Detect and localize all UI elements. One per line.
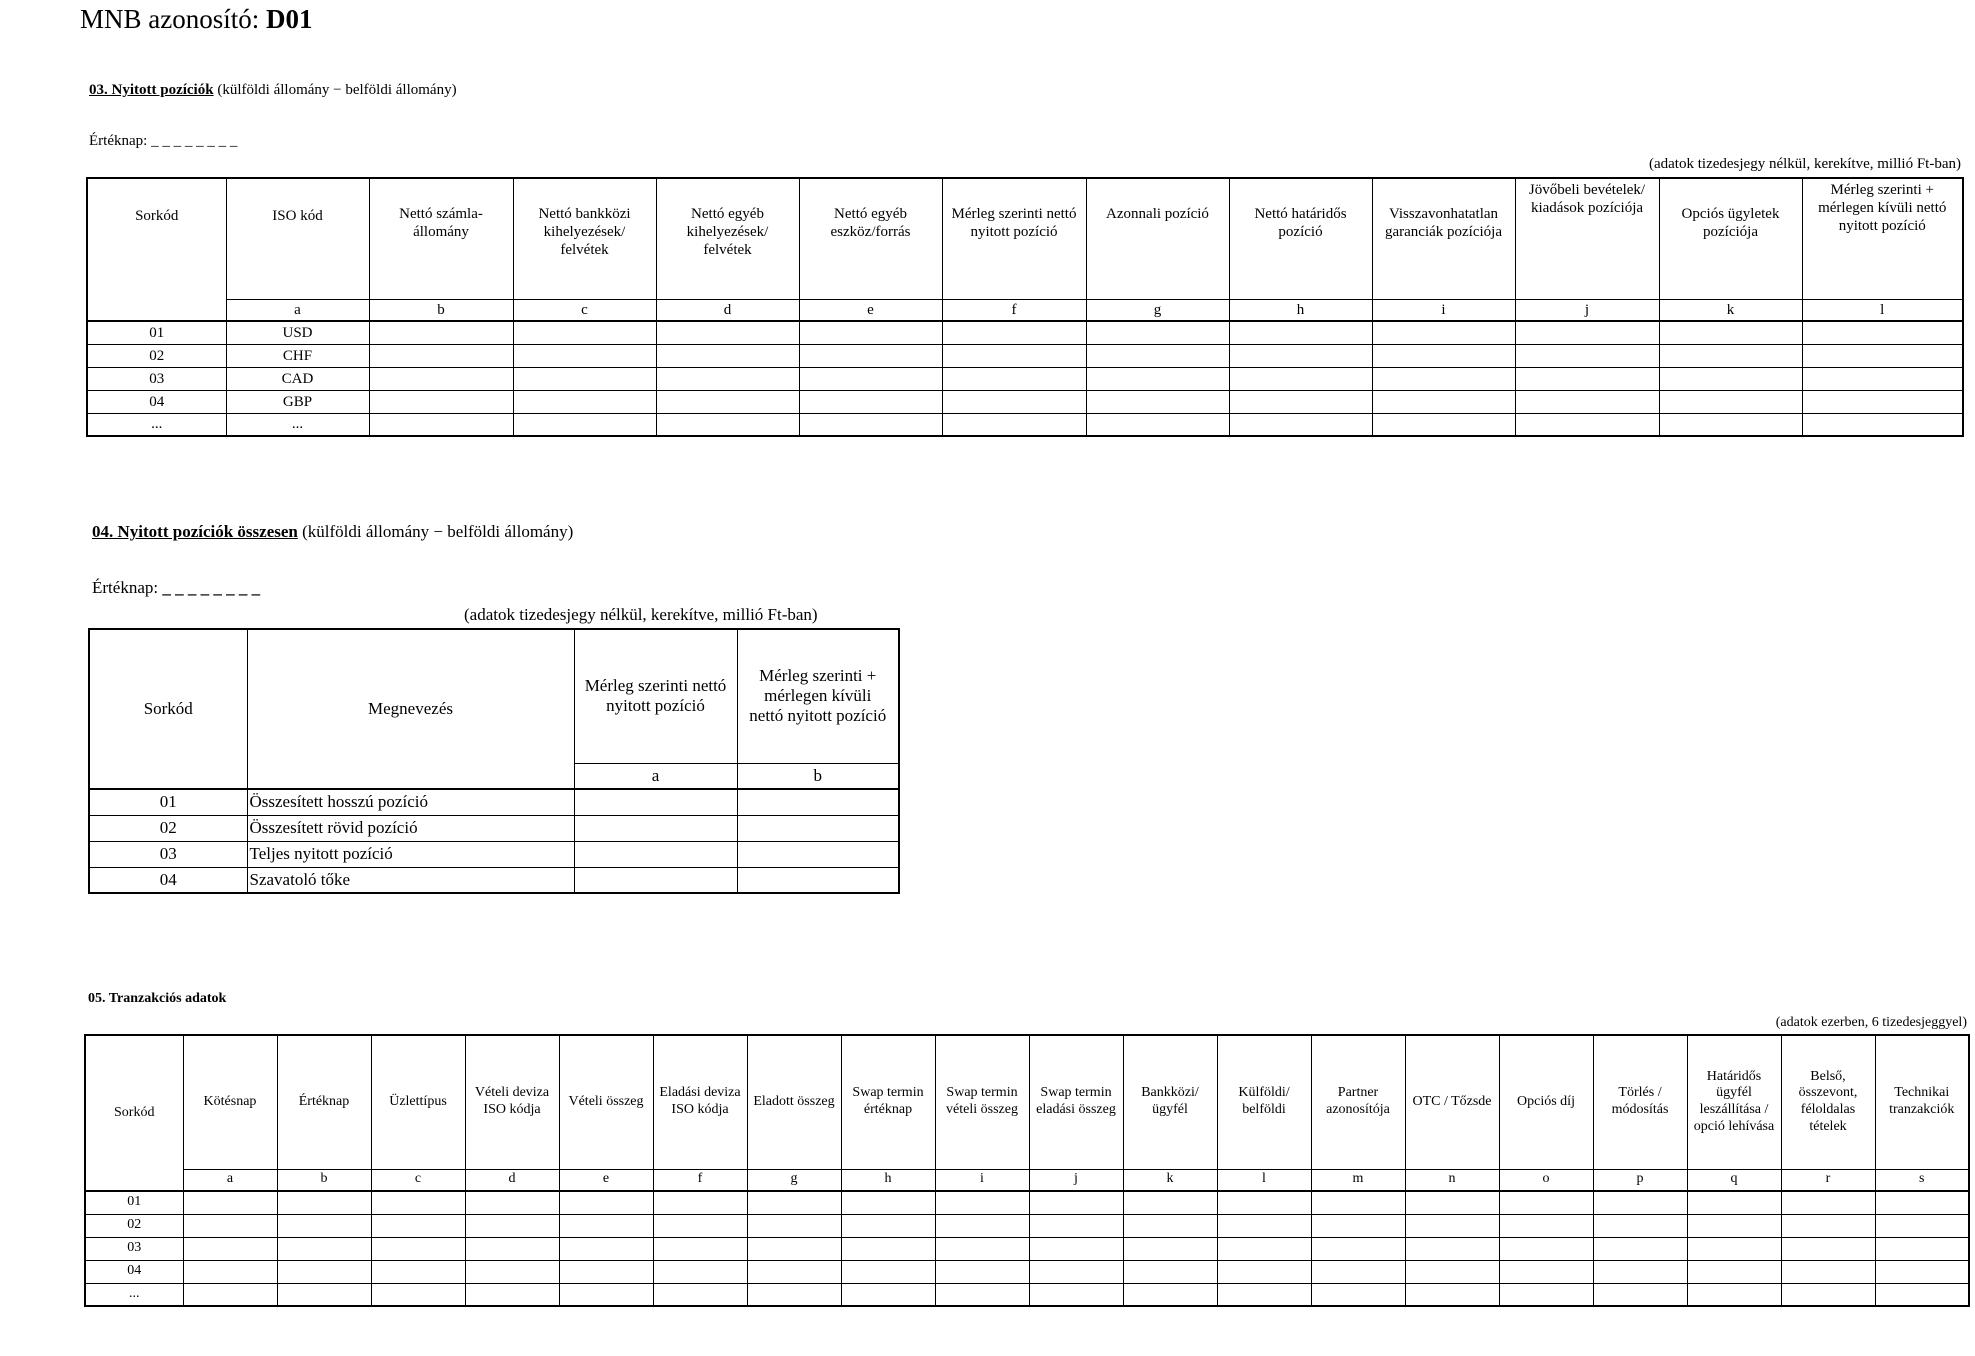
header-iso: ISO kód — [226, 178, 369, 299]
column-letter: d — [465, 1169, 559, 1191]
row-iso: ... — [226, 413, 369, 436]
data-cell — [369, 344, 513, 367]
header-col: Swap termin értéknap — [841, 1035, 935, 1169]
header-col: Eladott összeg — [747, 1035, 841, 1169]
header-col: Opciós ügyletek pozíciója — [1659, 178, 1802, 299]
value-date-label: Értéknap: — [92, 578, 159, 597]
data-cell — [1217, 1237, 1311, 1260]
data-cell — [465, 1283, 559, 1306]
header-col: Vételi összeg — [559, 1035, 653, 1169]
column-letter: b — [277, 1169, 371, 1191]
data-cell — [747, 1237, 841, 1260]
data-cell — [747, 1283, 841, 1306]
section-03-number: 03. Nyitott pozíciók — [89, 82, 214, 98]
table-row — [85, 1283, 1969, 1306]
data-cell — [1687, 1191, 1781, 1214]
table-row — [85, 1214, 1969, 1237]
row-code: 04 — [89, 867, 247, 893]
data-cell — [465, 1260, 559, 1283]
header-col: Mérleg szerinti nettó nyitott pozíció — [574, 629, 737, 763]
column-letter: k — [1123, 1169, 1217, 1191]
data-cell — [513, 367, 656, 390]
header-megnevezes: Megnevezés — [247, 629, 574, 789]
column-letter: i — [1372, 299, 1515, 321]
data-cell — [1086, 344, 1229, 367]
data-cell — [1311, 1191, 1405, 1214]
data-cell — [799, 367, 942, 390]
column-letter: h — [1229, 299, 1372, 321]
row-code: 04 — [85, 1260, 183, 1283]
data-cell — [653, 1237, 747, 1260]
row-iso: CHF — [226, 344, 369, 367]
data-cell — [1405, 1283, 1499, 1306]
column-letter: j — [1029, 1169, 1123, 1191]
section-04-subtitle: (külföldi állomány − belföldi állomány) — [297, 522, 574, 541]
column-letter: h — [841, 1169, 935, 1191]
column-letter: i — [935, 1169, 1029, 1191]
data-cell — [1875, 1237, 1969, 1260]
data-cell — [1123, 1214, 1217, 1237]
table-row — [89, 789, 899, 815]
column-letter: a — [183, 1169, 277, 1191]
data-cell — [1086, 390, 1229, 413]
section-03-unit-note: (adatok tizedesjegy nélkül, kerekítve, millió Ft-ban) — [1649, 156, 1961, 172]
data-cell — [513, 390, 656, 413]
data-cell — [513, 344, 656, 367]
data-cell — [737, 815, 899, 841]
data-cell — [1229, 321, 1372, 344]
open-positions-table — [86, 177, 1964, 437]
table-row — [87, 344, 1963, 367]
column-letter: e — [799, 299, 942, 321]
row-code: 01 — [89, 789, 247, 815]
data-cell — [559, 1237, 653, 1260]
data-cell — [1593, 1191, 1687, 1214]
data-cell — [1405, 1191, 1499, 1214]
data-cell — [1311, 1214, 1405, 1237]
column-letter: k — [1659, 299, 1802, 321]
transactions-table — [84, 1034, 1970, 1307]
data-cell — [1123, 1191, 1217, 1214]
form-id-value: D01 — [266, 4, 313, 34]
data-cell — [559, 1214, 653, 1237]
column-letter: g — [1086, 299, 1229, 321]
data-cell — [369, 367, 513, 390]
column-letter: q — [1687, 1169, 1781, 1191]
data-cell — [1086, 413, 1229, 436]
data-cell — [1875, 1191, 1969, 1214]
table-row — [85, 1260, 1969, 1283]
header-col: Értéknap — [277, 1035, 371, 1169]
column-letter: s — [1875, 1169, 1969, 1191]
data-cell — [1229, 390, 1372, 413]
data-cell — [1499, 1237, 1593, 1260]
data-cell — [841, 1191, 935, 1214]
column-letter: e — [559, 1169, 653, 1191]
data-cell — [183, 1237, 277, 1260]
data-cell — [747, 1191, 841, 1214]
column-letter: b — [369, 299, 513, 321]
data-cell — [369, 413, 513, 436]
section-05-unit-note: (adatok ezerben, 6 tizedesjeggyel) — [1775, 1015, 1967, 1030]
data-cell — [1372, 390, 1515, 413]
data-cell — [656, 344, 799, 367]
data-cell — [277, 1191, 371, 1214]
data-cell — [1875, 1283, 1969, 1306]
data-cell — [465, 1214, 559, 1237]
column-letter: g — [747, 1169, 841, 1191]
data-cell — [371, 1191, 465, 1214]
data-cell — [513, 413, 656, 436]
table-row — [85, 1191, 1969, 1214]
header-col: OTC / Tőzsde — [1405, 1035, 1499, 1169]
data-cell — [574, 867, 737, 893]
data-cell — [656, 390, 799, 413]
data-cell — [1499, 1283, 1593, 1306]
data-cell — [1593, 1214, 1687, 1237]
column-letter: f — [653, 1169, 747, 1191]
data-cell — [841, 1237, 935, 1260]
column-letter: p — [1593, 1169, 1687, 1191]
data-cell — [183, 1283, 277, 1306]
data-cell — [942, 321, 1086, 344]
section-03-subtitle: (külföldi állomány − belföldi állomány) — [213, 82, 457, 98]
data-cell — [369, 390, 513, 413]
header-col: Mérleg szerinti + mérlegen kívüli nettó nyitott pozíció — [737, 629, 899, 763]
data-cell — [1123, 1283, 1217, 1306]
section-04-value-date — [92, 578, 260, 598]
row-code: ... — [87, 413, 226, 436]
data-cell — [841, 1283, 935, 1306]
data-cell — [369, 321, 513, 344]
data-cell — [737, 841, 899, 867]
value-date-blank: _ _ _ _ _ _ _ _ — [162, 578, 261, 597]
table-row — [87, 367, 1963, 390]
data-cell — [1086, 367, 1229, 390]
row-iso: USD — [226, 321, 369, 344]
header-col: Azonnali pozíció — [1086, 178, 1229, 299]
row-code: 03 — [87, 367, 226, 390]
value-date-label: Értéknap: — [89, 133, 148, 149]
header-col: Vételi deviza ISO kódja — [465, 1035, 559, 1169]
data-cell — [656, 367, 799, 390]
header-col: Jövőbeli bevételek/ kiadások pozíciója — [1515, 178, 1659, 299]
data-cell — [1781, 1283, 1875, 1306]
data-cell — [1123, 1237, 1217, 1260]
column-letter: a — [574, 763, 737, 789]
data-cell — [1372, 413, 1515, 436]
data-cell — [1311, 1237, 1405, 1260]
column-letter: l — [1802, 299, 1963, 321]
letter-row — [87, 299, 1963, 321]
row-iso: GBP — [226, 390, 369, 413]
data-cell — [1499, 1191, 1593, 1214]
data-cell — [942, 344, 1086, 367]
table-row — [87, 413, 1963, 436]
header-col: Eladási deviza ISO kódja — [653, 1035, 747, 1169]
table-row — [87, 390, 1963, 413]
column-letter: f — [942, 299, 1086, 321]
data-cell — [1499, 1214, 1593, 1237]
data-cell — [935, 1260, 1029, 1283]
data-cell — [183, 1214, 277, 1237]
data-cell — [574, 789, 737, 815]
table-row — [85, 1237, 1969, 1260]
data-cell — [1659, 367, 1802, 390]
data-cell — [277, 1283, 371, 1306]
data-cell — [799, 413, 942, 436]
header-row — [85, 1035, 1969, 1169]
data-cell — [1229, 344, 1372, 367]
data-cell — [1029, 1260, 1123, 1283]
row-code: 02 — [85, 1214, 183, 1237]
header-col: Swap termin vételi összeg — [935, 1035, 1029, 1169]
data-cell — [1405, 1214, 1499, 1237]
data-cell — [1311, 1260, 1405, 1283]
header-col: Swap termin eladási összeg — [1029, 1035, 1123, 1169]
data-cell — [1515, 344, 1659, 367]
row-code: ... — [85, 1283, 183, 1306]
data-cell — [1515, 321, 1659, 344]
data-cell — [1405, 1260, 1499, 1283]
data-cell — [1687, 1214, 1781, 1237]
data-cell — [1515, 413, 1659, 436]
data-cell — [1687, 1260, 1781, 1283]
header-col: Törlés / módosítás — [1593, 1035, 1687, 1169]
header-col: Nettó határidős pozíció — [1229, 178, 1372, 299]
data-cell — [183, 1191, 277, 1214]
data-cell — [1029, 1214, 1123, 1237]
header-col: Belső, összevont, féloldalas tételek — [1781, 1035, 1875, 1169]
section-04-unit-note: (adatok tizedesjegy nélkül, kerekítve, millió Ft-ban) — [464, 605, 818, 624]
table-row — [89, 815, 899, 841]
data-cell — [737, 789, 899, 815]
row-name: Összesített hosszú pozíció — [247, 789, 574, 815]
data-cell — [371, 1214, 465, 1237]
row-name: Szavatoló tőke — [247, 867, 574, 893]
row-code: 01 — [85, 1191, 183, 1214]
header-col: Mérleg szerinti + mérlegen kívüli nettó nyitott pozíció — [1802, 178, 1963, 299]
data-cell — [1217, 1214, 1311, 1237]
row-code: 02 — [87, 344, 226, 367]
data-cell — [465, 1191, 559, 1214]
form-id-label — [80, 4, 313, 35]
row-code: 03 — [89, 841, 247, 867]
data-cell — [465, 1237, 559, 1260]
header-sorkod: Sorkód — [87, 178, 226, 321]
data-cell — [747, 1260, 841, 1283]
data-cell — [1311, 1283, 1405, 1306]
data-cell — [1029, 1283, 1123, 1306]
header-col: Külföldi/ belföldi — [1217, 1035, 1311, 1169]
data-cell — [1802, 367, 1963, 390]
data-cell — [1029, 1237, 1123, 1260]
data-cell — [1875, 1260, 1969, 1283]
header-row — [89, 629, 899, 763]
data-cell — [1217, 1260, 1311, 1283]
data-cell — [799, 321, 942, 344]
data-cell — [513, 321, 656, 344]
data-cell — [1593, 1283, 1687, 1306]
column-letter: c — [513, 299, 656, 321]
data-cell — [1372, 344, 1515, 367]
data-cell — [935, 1237, 1029, 1260]
data-cell — [277, 1260, 371, 1283]
section-05-title: 05. Tranzakciós adatok — [88, 991, 227, 1006]
value-date-blank: _ _ _ _ _ _ _ _ — [151, 133, 238, 149]
table-row — [89, 867, 899, 893]
data-cell — [277, 1214, 371, 1237]
data-cell — [1372, 321, 1515, 344]
header-col: Bankközi/ ügyfél — [1123, 1035, 1217, 1169]
data-cell — [1659, 390, 1802, 413]
data-cell — [1217, 1283, 1311, 1306]
data-cell — [656, 321, 799, 344]
data-cell — [1802, 413, 1963, 436]
header-sorkod: Sorkód — [89, 629, 247, 789]
data-cell — [574, 841, 737, 867]
data-cell — [1802, 321, 1963, 344]
letter-row — [85, 1169, 1969, 1191]
header-col: Opciós díj — [1499, 1035, 1593, 1169]
data-cell — [737, 867, 899, 893]
data-cell — [653, 1214, 747, 1237]
data-cell — [656, 413, 799, 436]
data-cell — [1229, 413, 1372, 436]
row-code: 04 — [87, 390, 226, 413]
data-cell — [653, 1191, 747, 1214]
data-cell — [1499, 1260, 1593, 1283]
header-col: Kötésnap — [183, 1035, 277, 1169]
data-cell — [1659, 413, 1802, 436]
data-cell — [1875, 1214, 1969, 1237]
data-cell — [799, 344, 942, 367]
header-col: Partner azonosítója — [1311, 1035, 1405, 1169]
header-col: Mérleg szerinti nettó nyitott pozíció — [942, 178, 1086, 299]
data-cell — [559, 1191, 653, 1214]
row-code: 02 — [89, 815, 247, 841]
header-col: Technikai tranzakciók — [1875, 1035, 1969, 1169]
data-cell — [1593, 1260, 1687, 1283]
header-col: Nettó számla-állomány — [369, 178, 513, 299]
data-cell — [1229, 367, 1372, 390]
data-cell — [183, 1260, 277, 1283]
row-name: Teljes nyitott pozíció — [247, 841, 574, 867]
data-cell — [1217, 1191, 1311, 1214]
data-cell — [1515, 367, 1659, 390]
data-cell — [1781, 1260, 1875, 1283]
data-cell — [1802, 344, 1963, 367]
data-cell — [935, 1214, 1029, 1237]
column-letter: o — [1499, 1169, 1593, 1191]
column-letter: c — [371, 1169, 465, 1191]
data-cell — [1781, 1237, 1875, 1260]
data-cell — [942, 390, 1086, 413]
header-col: Üzlettípus — [371, 1035, 465, 1169]
data-cell — [1781, 1214, 1875, 1237]
data-cell — [1802, 390, 1963, 413]
data-cell — [799, 390, 942, 413]
data-cell — [1781, 1191, 1875, 1214]
data-cell — [1687, 1237, 1781, 1260]
data-cell — [1593, 1237, 1687, 1260]
data-cell — [277, 1237, 371, 1260]
data-cell — [1659, 344, 1802, 367]
data-cell — [574, 815, 737, 841]
row-code: 01 — [87, 321, 226, 344]
header-sorkod: Sorkód — [85, 1035, 183, 1191]
form-id-caption: MNB azonosító: — [80, 4, 260, 34]
section-03-title — [89, 82, 457, 99]
data-cell — [653, 1260, 747, 1283]
column-letter: d — [656, 299, 799, 321]
data-cell — [1659, 321, 1802, 344]
data-cell — [559, 1283, 653, 1306]
section-04-title — [92, 522, 573, 542]
data-cell — [935, 1283, 1029, 1306]
data-cell — [371, 1260, 465, 1283]
column-letter: n — [1405, 1169, 1499, 1191]
header-col: Nettó egyéb kihelyezések/ felvétek — [656, 178, 799, 299]
table-row — [89, 841, 899, 867]
table-row — [87, 321, 1963, 344]
column-letter: j — [1515, 299, 1659, 321]
data-cell — [1086, 321, 1229, 344]
total-positions-table — [88, 628, 900, 894]
data-cell — [1405, 1237, 1499, 1260]
data-cell — [559, 1260, 653, 1283]
header-row — [87, 178, 1963, 299]
data-cell — [841, 1260, 935, 1283]
data-cell — [1372, 367, 1515, 390]
column-letter: m — [1311, 1169, 1405, 1191]
data-cell — [1123, 1260, 1217, 1283]
data-cell — [747, 1214, 841, 1237]
column-letter: a — [226, 299, 369, 321]
data-cell — [942, 413, 1086, 436]
header-col: Nettó egyéb eszköz/forrás — [799, 178, 942, 299]
data-cell — [935, 1191, 1029, 1214]
data-cell — [1515, 390, 1659, 413]
data-cell — [1687, 1283, 1781, 1306]
data-cell — [942, 367, 1086, 390]
data-cell — [371, 1237, 465, 1260]
data-cell — [1029, 1191, 1123, 1214]
header-col: Visszavonhatatlan garanciák pozíciója — [1372, 178, 1515, 299]
row-name: Összesített rövid pozíció — [247, 815, 574, 841]
column-letter: l — [1217, 1169, 1311, 1191]
row-code: 03 — [85, 1237, 183, 1260]
header-col: Határidős ügyfél leszállítása / opció lehívása — [1687, 1035, 1781, 1169]
section-03-value-date — [89, 133, 237, 150]
column-letter: b — [737, 763, 899, 789]
data-cell — [841, 1214, 935, 1237]
row-iso: CAD — [226, 367, 369, 390]
data-cell — [653, 1283, 747, 1306]
section-04-number: 04. Nyitott pozíciók összesen — [92, 522, 298, 541]
column-letter: r — [1781, 1169, 1875, 1191]
header-col: Nettó bankközi kihelyezések/ felvétek — [513, 178, 656, 299]
data-cell — [371, 1283, 465, 1306]
